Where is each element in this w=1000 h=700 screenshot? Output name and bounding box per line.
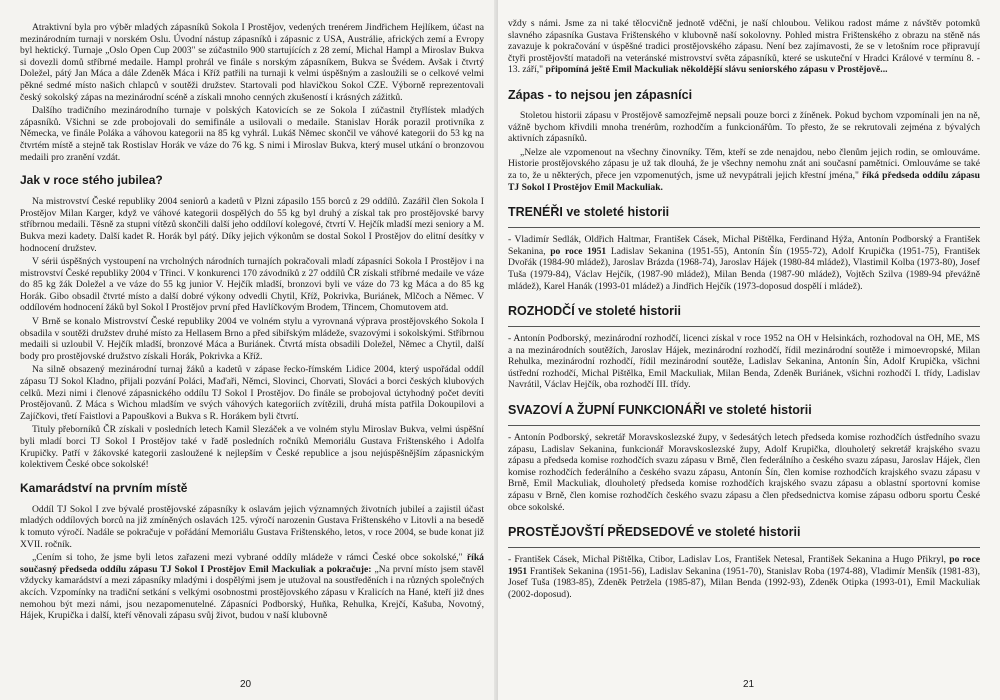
trainers-era-label: po roce 1951: [550, 245, 607, 257]
heading-trainers: TRENÉŘI ve stoleté historii: [508, 205, 670, 220]
speaker-attribution: říká současný předseda oddílu zápasu TJ Sokol I Prostějov Emil Mackuliak a pokračuje:: [20, 552, 484, 575]
continued-attribution: připomíná ještě Emil Mackuliak několdější slávu seniorského zápasu v Prostějově...: [543, 64, 888, 76]
left-page: [0, 0, 498, 700]
divider-referees: [508, 326, 980, 327]
heading-officials: SVAZOVÍ A ŽUPNÍ FUNKCIONÁŘI ve stoleté historii: [508, 403, 812, 418]
right-page: [498, 0, 1000, 700]
chairmen-era-label: po roce 1951: [508, 554, 980, 577]
apology-paragraph: [508, 147, 980, 193]
friendship-paragraph-2: [20, 552, 484, 622]
heading-friendship: Kamarádství na prvním místě: [20, 480, 188, 495]
heading-not-only-wrestlers: Zápas - to nejsou jen zápasníci: [508, 87, 693, 102]
intro-paragraph-1: Atraktivní byla pro výběr mladých zápasníků Sokola I Prostějov, vedených trenérem Jindřichem Hejlíkem, účast na mezinárodním turnaji v norském Oslu. Úvodní nástup zápasníků i zápasnic z USA, Austrálie, afrických zemí a Evropy byl hektický. Turnaje „Oslo Open Cup 2003" se zúčastnilo 900 startujících z 28 zemí, Michal Hampl a Miroslav Bukva si dovezli domů stříbrné medaile. Hampl prohrál ve finále s norským zápasníkem, Bukva se Švédem. Avšak i čtvrtý Doležel, pátý Jan Máca a dále Zdeněk Máca i Kříž patřili na turnaji k velmi úspěšným a zasloužili se o celkové velmi pěkné sedmé místo našich chlapců v soutěži družstev. Startovali pod hlavičkou Sokol CZE. Výborně reprezentovali český sokolský zápas na mezinárodní scéně a získali mnoho cenných zkušeností i krásných zážitků.: [20, 22, 484, 103]
continued-quote: vždy s námi. Jsme za ni také tělocvičně jednotě vděčni, je naší chloubou. Velikou radost máme z návštěv potomků slavného zápasníka Gustava Frištenského v klubovně naší sokolovny. Pohled mistra Frištenského z obrazu na stěně nás zavazuje k pokračování v úspěšné tradici prostějovského zápasu. Není bez zajímavosti, že se v letošním roce připravují čtyři prostějovští matadoři na veteránské mistrovství světa zápasníků, které se uskuteční v Hradci Králové v termínu 8. - 13. září,": [508, 18, 980, 76]
jubilee-paragraph-2: V sérii úspěšných vystoupení na vrcholných národních turnajích pokračovali mladí zápasníci Sokola I Prostějov i na mistrovství České republiky 2004 v Třinci. V konkurenci 170 závodníků z 27 oddílů ČR získali stříbrné medaile ve váze do 85 kg žák Doležel a ve váze do 55 kg junior V. Hejčík mladší, bronzovi byli ve váze do 73 kg Máca a do 85 kg Horák. Gibo obsadil čtvrté místo a další dobré výkony odvedli Chytil, Kříž, Pokrivka, Buriánek, Mlčoch a Němec. V oddílovém hodnocení žáků byl Sokol I Prostějov první před Havlíčkovým Brodem, Třincem, Chomutovem atd.: [20, 256, 484, 314]
chairmen-later: František Sekanina (1951-56), Ladislav Sekanina (1951-70), Stanislav Roba (1974-88), Vladimír Menšík (1981-83), Josef Tuša (1983-85), Zdeněk Petrželа (1985-87), Milan Benda (1992-93), Zdeněk Otipka (1993-01), Emil Mackuliak (2002-doposud).: [508, 565, 980, 600]
page-number-right: 21: [743, 679, 755, 690]
heading-chairmen: PROSTĚJOVŠTÍ PŘEDSEDOVÉ ve stoleté historii: [508, 525, 801, 540]
divider-trainers: [508, 227, 980, 228]
apology-quote: „Nelze ale vzpomenout na všechny činovníky. Těm, kteří se zde nenajdou, nebo členům jejich rodin, se omlouváme. Historie prostějovského zápasu je už tak dlouhá, že je všechny nemohu znát ani současní pamětníci. Omlouváme se také za to, že u některých, přece jen vzpomenutých, jsme už nevypátrali jejich křestní jména,": [508, 146, 980, 181]
quote-text: „Cením si toho, že jsme byli letos zařazeni mezi vybrané oddíly mládeže v rámci České obce sokolské,": [32, 552, 463, 564]
trainers-early: - Vladimír Sedlák, Oldřich Haltmar, František Cásek, Michal Pištělka, Ferdinand Hýža, Antonín Podborský a František Sekanina,: [508, 234, 980, 257]
chairmen-early: - František Cásek, Michal Pištělka, Ctibor, Ladislav Los, František Netesal, František Sekanina a Hugo Přikryl,: [508, 554, 950, 566]
chairmen-list: [508, 554, 980, 600]
heading-jubilee: Jak v roce stého jubilea?: [20, 173, 163, 188]
intro-paragraph-2: Dalšího tradičního mezinárodního turnaje v polských Katovicích se ze Sokola I zúčastnil čtyřlístek mladých zápasníků. Všichni se zde probojovali do semifinále a usilovali o medaile. Stanislav Horák porazil protivníka z Německa, ve finále Poláka a váhovou kategorii na 85 kg vyhrál. Lukáš Němec skončil ve váhové kategorii do 53 kg na čtvrtém místě a stejně tak Rostislav Horák ve váze do 76 kg. S nimi i Miroslav Bukva, který musel utkání o bronzovou medaili pro zranění vzdát.: [20, 105, 484, 163]
continued-paragraph: [508, 18, 980, 76]
friendship-paragraph-1: Oddíl TJ Sokol I zve bývalé prostějovské zápasníky k oslavám jejich významných životních jubileí a zajistil účast mladých oddílových borců na již zmíněných oslavách 125. výročí narozenin Gustava Frištenského v Litovli a na besedě k tomuto výročí. Nadále se pokračuje v pořádání Memoriálu Gustava Frištenského, letos, v roce 2004, se bude konat již XVII. ročník.: [20, 503, 484, 550]
jubilee-paragraph-3: V Brně se konalo Mistrovství České republiky 2004 ve volném stylu a vyrovnaná výprava prostějovského Sokola I obsadila v soutěži družstev druhé místo za Hellasem Brno a před sibiřským mládeže, svazovými i sokolskými. Stříbrnou medaili si uzloubil V. Hejčík mladší, bronzové Máca a Buriánek. Čtvrtá místa obsadili Doležel, Němec a Chytil, další body pro prostějovské družstvo získali Horák, Pokrivka a Kříž.: [20, 316, 484, 362]
divider-officials: [508, 425, 980, 426]
officials-intro-paragraph: Stoletou historii zápasu v Prostějově samozřejmě nepsali pouze borci z žíněnek. Pokud bychom vzpomínali jen na ně, vážně bychom křivdili mnoha trenérům, rozhodčím a funkcionářům. To přesto, že se rekrutovali zejména z bývalých aktivních zápasníků.: [508, 109, 980, 145]
divider-chairmen: [508, 547, 980, 548]
jubilee-paragraph-1: Na mistrovství České republiky 2004 seniorů a kadetů v Plzni zápasilo 155 borců z 29 oddílů. Zazářil člen Sokola I Prostějov Milan Karger, když ve váhové kategorii dospělých do 55 kg byl druhý a získal tak pro prostějovské barvy stříbrnou medaili. Těsně za stupni vítězů skončili další jeho oddíloví kolegové, čtvrtí V. Hejčík mladší mezi seniory a M. Bukva mezi kadety. Další kadet R. Horák byl pátý. Díky jejich výkonům se dostal Sokol I Prostějov do elitní desítky v hodnocení družstev.: [20, 196, 484, 254]
jubilee-paragraph-4: Na silně obsazený mezinárodní turnaj žáků a kadetů v zápase řecko-římském Lidice 2004, který uspořádal oddíl zápasu TJ Sokol Kladno, přijali pozvání Poláci, Maďaři, Němci, Slovinci, Chorvati, Slováci a borci českých klubových celků. Mezi nimi i členové zápasnického oddílu TJ Sokol I Prostějov. Do finále se probojoval úctyhodný počet devíti Prostějovanů. Z Máca s Wichou mladším ve svých váhových kategoriích zvítězili, druhá místa patřila Dokoupilovi a Zajíčkovi, třetí Faistlovi a Papouškovi a Bukva s R. Horákem byli čtvrtí.: [20, 364, 484, 422]
quote-continuation: „Na první místo jsem stavěl vždycky kamarádství a mezi zápasníky mladými i dospělými jsem je utužoval na soustředěních i na různých společných akcích. Vzpomínky na tradiční setkání s velkými osobnostmi prostějovského zápasu v Kralicích na Hané, kteří již dnes nemohou být mezi námi, jsou nezapomenutelné. Zápasníci Podborský, Huňka, Rehulka, Krejčí, Kašuba, Novotný, Hájek, Krupička i další, kteří věnovali zápasu svůj život, budou v naší klubovně: [20, 563, 484, 622]
apology-attribution: říká předseda oddílu zápasu TJ Sokol I Prostějov Emil Mackuliak.: [508, 169, 980, 193]
officials-list: - Antonín Podborský, sekretář Moravskoslezské župy, v šedesátých letech předseda komise rozhodčích ústředního svazu zápasu, Ladislav Sekanina, funkcionář Moravskoslezské župy, Adolf Krupička, dlouholetý sekretář krajského svazu zápasu a předseda komise rozhodčích svazu zápasu v Brně, člen federálního a českého svazu zápasu, Jaroslav Hájek, člen komise rozhodčích federálního a českého svazu zápasu, Antonín Šín, člen komise rozhodčích krajského svazu zápasu v Brně, Emil Mackuliak, dlouholetý předseda komise rozhodčích krajského svazu zápasu a oblastní sportovní komise zápasu v Brně, člen komise rozhodčích českého svazu zápasu a člen předsednictva komise zápasu odboru sportu České obce sokolské.: [508, 432, 980, 513]
heading-referees: ROZHODČÍ ve stoleté historii: [508, 304, 681, 319]
page-number-left: 20: [240, 679, 252, 690]
trainers-later: Ladislav Sekanina (1951-55), Antonín Šín (1955-72), Adolf Krupička (1951-75), František Dvořák (1984-90 mládež), Jaroslav Brázda (1968-74), Jaroslav Hájek (1980-84 mládež), Vlastimil Kolba (1973-80), Josef Tuša (1979-84), Václav Hejčík, (1987-90 mládež), Milan Benda (1987-90 mládež), Vojtěch Szilva (1989-94 převážně mládež), Karel Hanák (1993-01 mládež) a Jindřich Hejčík (1973-doposud dospělí i mládež).: [508, 245, 981, 292]
trainers-list: [508, 234, 980, 292]
referees-list: - Antonín Podborský, mezinárodní rozhodčí, licenci získal v roce 1952 na OH v Helsinkách, rozhodoval na OH, ME, MS a na mezinárodních soutěžích, Jaroslav Hájek, mezinárodní rozhodčí, řídil mezinárodní soutěže i mimoevropské, Milan Rehulka, mezinárodní rozhodčí, řídil mezinárodní soutěže, Ladislav Sekanina, Antonín Šín, Adolf Krupička, všichni ústřední rozhodčí, Michal Pištělka, Emil Mackuliak, Milan Benda, Zdeněk Buriánek, všichni rozhodčí I. třídy, Ladislav Navrátil, Václav Hejčík, oba rozhodčí III. třídy.: [508, 333, 980, 391]
jubilee-paragraph-5: Tituly přeborníků ČR získali v posledních letech Kamil Slezáček a ve volném stylu Miroslav Bukva, velmi úspěšní byli mladí borci TJ Sokol I Prostějov také v řadě posledních ročníků Memoriálu Gustava Frištenského i Adolfa Krupičky. Patří v žákovské kategorii zasloužené k nejlepším v České republice a jsou nejúspěšnějším zápasnickým kolektivem České obce sokolské!: [20, 424, 484, 471]
